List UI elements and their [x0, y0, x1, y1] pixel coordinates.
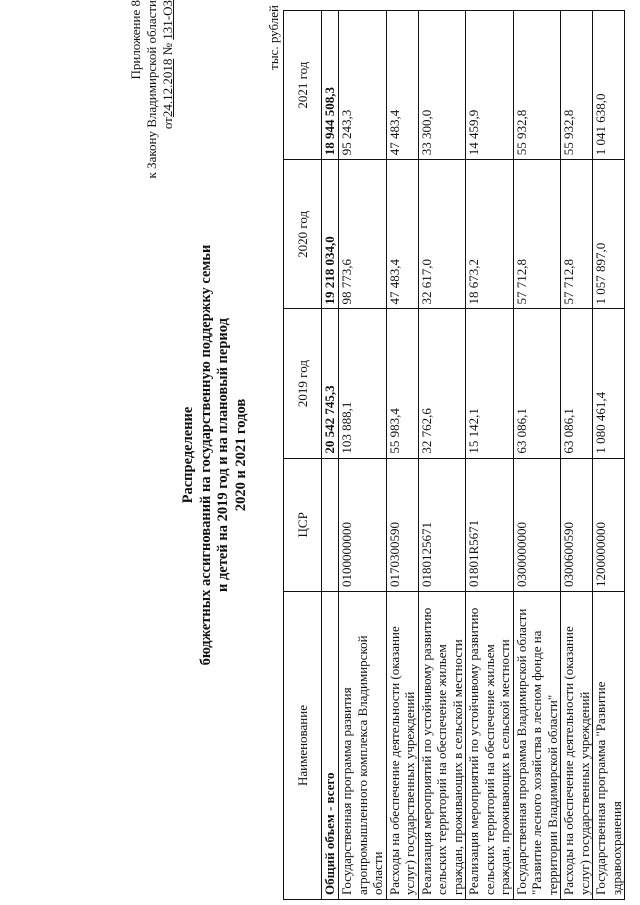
- appendix-date-line: [160, 0, 176, 400]
- col-header-2021: 2021 год: [284, 11, 322, 160]
- cell-2020: 57 712,8: [561, 160, 593, 309]
- cell-2021: 55 932,8: [513, 11, 561, 160]
- cell-name: Реализация мероприятий по устойчивому развитию сельских территорий на обеспечение жильем граждан, проживающих в сельской местности: [466, 592, 514, 900]
- cell-2020: 19 218 034,0: [322, 160, 339, 309]
- col-header-csr: ЦСР: [284, 458, 322, 591]
- appendix-law: к Закону Владимирской области: [144, 0, 159, 179]
- cell-csr: 1200000000: [593, 458, 625, 591]
- date-prefix: от: [160, 117, 175, 130]
- cell-csr: 0180125671: [418, 458, 466, 591]
- cell-name: Государственная программа развития агропромышленного комплекса Владимирской области: [339, 592, 387, 900]
- cell-2019: 20 542 745,3: [322, 309, 339, 458]
- cell-2019: 1 080 461,4: [593, 309, 625, 458]
- cell-2020: 32 617,0: [418, 160, 466, 309]
- cell-2020: 98 773,6: [339, 160, 387, 309]
- table-row: [513, 11, 561, 900]
- cell-2021: 33 300,0: [418, 11, 466, 160]
- cell-2019: 63 086,1: [561, 309, 593, 458]
- cell-2019: 103 888,1: [339, 309, 387, 458]
- cell-2020: 47 483,4: [386, 160, 418, 309]
- document-title: [180, 155, 250, 755]
- cell-csr: 0300600590: [561, 458, 593, 591]
- cell-2019: 55 983,4: [386, 309, 418, 458]
- cell-2021: 95 243,3: [339, 11, 387, 160]
- appendix-header: [128, 0, 176, 400]
- title-line-3: и детей на 2019 год и на плановый период: [215, 318, 231, 592]
- cell-csr: 0100000000: [339, 458, 387, 591]
- cell-2020: 18 673,2: [466, 160, 514, 309]
- law-date: 24.12.2018: [160, 58, 175, 118]
- table-row: [386, 11, 418, 900]
- cell-name: Расходы на обеспечение деятельности (оказание услуг) государственных учреждений: [561, 592, 593, 900]
- cell-csr: 01801R5671: [466, 458, 514, 591]
- cell-2021: 55 932,8: [561, 11, 593, 160]
- budget-table: [283, 10, 625, 900]
- cell-2019: 32 762,6: [418, 309, 466, 458]
- cell-2021: 1 041 638,0: [593, 11, 625, 160]
- col-header-name: Наименование: [284, 592, 322, 900]
- appendix-label: Приложение 8: [128, 0, 143, 80]
- number-prefix: №: [160, 42, 175, 56]
- table-row: [561, 11, 593, 900]
- cell-name: Реализация мероприятий по устойчивому развитию сельских территорий на обеспечение жильем граждан, проживающих в сельской местности: [418, 592, 466, 900]
- cell-csr: 0170300590: [386, 458, 418, 591]
- law-number: 131-ОЗ: [160, 0, 175, 40]
- col-header-2020: 2020 год: [284, 160, 322, 309]
- cell-2019: 15 142,1: [466, 309, 514, 458]
- header-row: [284, 11, 322, 900]
- cell-2021: 18 944 508,3: [322, 11, 339, 160]
- title-line-4: 2020 и 2021 годов: [232, 398, 249, 512]
- cell-2021: 47 483,4: [386, 11, 418, 160]
- cell-name: Расходы на обеспечение деятельности (оказание услуг) государственных учреждений: [386, 592, 418, 900]
- title-line-1: Распределение: [180, 406, 196, 504]
- cell-name: Общий объем - всего: [322, 592, 339, 900]
- cell-name: Государственная программа "Развитие здравоохранения: [593, 592, 625, 900]
- cell-csr: 0300000000: [513, 458, 561, 591]
- table-row: [593, 11, 625, 900]
- units-label: тыс. рублей: [266, 5, 281, 70]
- total-row: [322, 11, 339, 900]
- cell-csr: [322, 458, 339, 591]
- cell-2019: 63 086,1: [513, 309, 561, 458]
- title-line-2: бюджетных ассигнований на государственную поддержку семьи: [197, 244, 214, 666]
- table-row: [418, 11, 466, 900]
- col-header-2019: 2019 год: [284, 309, 322, 458]
- cell-2021: 14 459,9: [466, 11, 514, 160]
- cell-name: Государственная программа Владимирской области "Развитие лесного хозяйства в лесном фонде на территории Владимирской области": [513, 592, 561, 900]
- cell-2020: 1 057 897,0: [593, 160, 625, 309]
- table-row: [466, 11, 514, 900]
- table-row: [339, 11, 387, 900]
- cell-2020: 57 712,8: [513, 160, 561, 309]
